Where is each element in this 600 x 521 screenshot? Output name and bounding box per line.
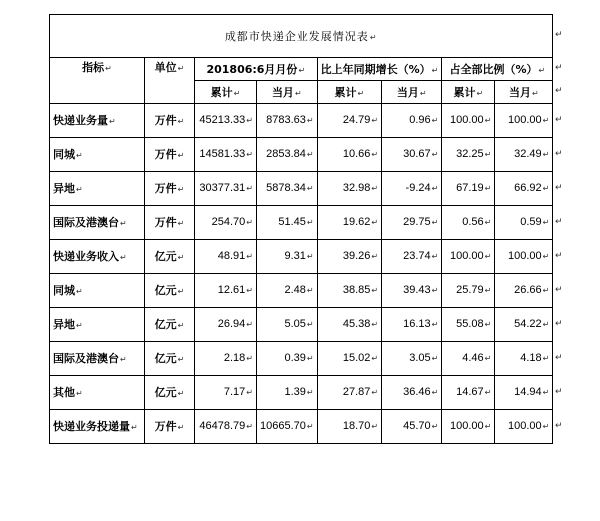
row-value: 4.46↵ bbox=[442, 342, 495, 376]
row-unit: 亿元↵ bbox=[145, 308, 195, 342]
subheader-month: 当月↵ bbox=[382, 81, 442, 104]
row-value: 100.00↵ bbox=[442, 104, 495, 138]
row-value: 100.00↵ bbox=[495, 410, 553, 444]
row-value: 32.49↵ bbox=[495, 138, 553, 172]
row-value: 45.38↵ bbox=[317, 308, 381, 342]
row-end-mark: ↵ bbox=[555, 30, 563, 40]
row-indicator: 国际及港澳台↵ bbox=[50, 342, 145, 376]
row-end-mark: ↵ bbox=[555, 63, 563, 73]
row-indicator: 快递业务投递量↵ bbox=[50, 410, 145, 444]
paragraph-mark: ↵ bbox=[369, 32, 378, 42]
row-value: 67.19↵ bbox=[442, 172, 495, 206]
row-value: 25.79↵ bbox=[442, 274, 495, 308]
row-value: 27.87↵ bbox=[317, 376, 381, 410]
row-value: 26.94↵ bbox=[195, 308, 257, 342]
row-value: 100.00↵ bbox=[442, 240, 495, 274]
row-value: 30377.31↵ bbox=[195, 172, 257, 206]
table-row bbox=[50, 342, 553, 376]
row-value: 0.39↵ bbox=[257, 342, 318, 376]
row-value: 3.05↵ bbox=[382, 342, 442, 376]
row-value: 100.00↵ bbox=[442, 410, 495, 444]
row-value: 55.08↵ bbox=[442, 308, 495, 342]
row-value: 24.79↵ bbox=[317, 104, 381, 138]
header-share: 占全部比例（%）↵ bbox=[442, 58, 553, 81]
row-value: 45.70↵ bbox=[382, 410, 442, 444]
row-value: 26.66↵ bbox=[495, 274, 553, 308]
row-value: 46478.79↵ bbox=[195, 410, 257, 444]
express-statistics-table bbox=[49, 14, 553, 444]
subheader-cumulative: 累计↵ bbox=[442, 81, 495, 104]
row-value: 36.46↵ bbox=[382, 376, 442, 410]
table-row bbox=[50, 240, 553, 274]
row-value: 16.13↵ bbox=[382, 308, 442, 342]
row-value: 29.75↵ bbox=[382, 206, 442, 240]
table-row bbox=[50, 206, 553, 240]
row-value: 38.85↵ bbox=[317, 274, 381, 308]
row-value: 32.98↵ bbox=[317, 172, 381, 206]
row-indicator: 国际及港澳台↵ bbox=[50, 206, 145, 240]
title-text: 成都市快递企业发展情况表 bbox=[224, 29, 369, 43]
row-end-mark: ↵ bbox=[555, 386, 563, 397]
row-value: 45213.33↵ bbox=[195, 104, 257, 138]
row-value: 30.67↵ bbox=[382, 138, 442, 172]
subheader-month: 当月↵ bbox=[257, 81, 318, 104]
row-value: 0.59↵ bbox=[495, 206, 553, 240]
row-unit: 亿元↵ bbox=[145, 240, 195, 274]
row-value: 8783.63↵ bbox=[257, 104, 318, 138]
row-value: 51.45↵ bbox=[257, 206, 318, 240]
row-end-mark: ↵ bbox=[555, 420, 563, 431]
row-end-mark: ↵ bbox=[555, 114, 563, 125]
row-end-mark: ↵ bbox=[555, 216, 563, 227]
table-row bbox=[50, 410, 553, 444]
row-value: 254.70↵ bbox=[195, 206, 257, 240]
row-value: 48.91↵ bbox=[195, 240, 257, 274]
row-end-mark: ↵ bbox=[555, 250, 563, 261]
row-value: 15.02↵ bbox=[317, 342, 381, 376]
row-indicator: 快递业务收入↵ bbox=[50, 240, 145, 274]
header-yoy-growth: 比上年同期增长（%）↵ bbox=[317, 58, 442, 81]
row-value: 14581.33↵ bbox=[195, 138, 257, 172]
row-unit: 万件↵ bbox=[145, 172, 195, 206]
row-value: -9.24↵ bbox=[382, 172, 442, 206]
row-end-mark: ↵ bbox=[555, 318, 563, 329]
row-unit: 万件↵ bbox=[145, 104, 195, 138]
row-end-mark: ↵ bbox=[555, 352, 563, 363]
subheader-month: 当月↵ bbox=[495, 81, 553, 104]
row-value: 10.66↵ bbox=[317, 138, 381, 172]
row-value: 14.67↵ bbox=[442, 376, 495, 410]
row-unit: 万件↵ bbox=[145, 206, 195, 240]
row-value: 9.31↵ bbox=[257, 240, 318, 274]
row-unit: 亿元↵ bbox=[145, 342, 195, 376]
row-value: 32.25↵ bbox=[442, 138, 495, 172]
row-value: 1.39↵ bbox=[257, 376, 318, 410]
row-end-mark: ↵ bbox=[555, 148, 563, 159]
row-value: 100.00↵ bbox=[495, 240, 553, 274]
header-period: 201806:6月月份↵ bbox=[195, 58, 318, 81]
row-value: 0.96↵ bbox=[382, 104, 442, 138]
row-value: 14.94↵ bbox=[495, 376, 553, 410]
row-value: 2.48↵ bbox=[257, 274, 318, 308]
row-unit: 万件↵ bbox=[145, 410, 195, 444]
row-indicator: 其他↵ bbox=[50, 376, 145, 410]
row-value: 2.18↵ bbox=[195, 342, 257, 376]
row-unit: 亿元↵ bbox=[145, 274, 195, 308]
row-value: 0.56↵ bbox=[442, 206, 495, 240]
row-value: 18.70↵ bbox=[317, 410, 381, 444]
row-value: 39.43↵ bbox=[382, 274, 442, 308]
table-row bbox=[50, 308, 553, 342]
row-value: 5878.34↵ bbox=[257, 172, 318, 206]
row-value: 7.17↵ bbox=[195, 376, 257, 410]
subheader-cumulative: 累计↵ bbox=[317, 81, 381, 104]
header-unit: 单位↵ bbox=[145, 58, 195, 104]
row-value: 100.00↵ bbox=[495, 104, 553, 138]
row-end-mark: ↵ bbox=[555, 182, 563, 193]
header-indicator: 指标↵ bbox=[50, 58, 145, 104]
table-row bbox=[50, 376, 553, 410]
table-row bbox=[50, 138, 553, 172]
row-indicator: 异地↵ bbox=[50, 172, 145, 206]
subheader-cumulative: 累计↵ bbox=[195, 81, 257, 104]
row-value: 19.62↵ bbox=[317, 206, 381, 240]
row-value: 2853.84↵ bbox=[257, 138, 318, 172]
table-row bbox=[50, 172, 553, 206]
row-indicator: 异地↵ bbox=[50, 308, 145, 342]
row-value: 39.26↵ bbox=[317, 240, 381, 274]
row-indicator: 同城↵ bbox=[50, 138, 145, 172]
table-row bbox=[50, 274, 553, 308]
row-value: 12.61↵ bbox=[195, 274, 257, 308]
row-value: 10665.70↵ bbox=[257, 410, 318, 444]
row-value: 4.18↵ bbox=[495, 342, 553, 376]
row-end-mark: ↵ bbox=[555, 284, 563, 295]
row-value: 54.22↵ bbox=[495, 308, 553, 342]
table-row bbox=[50, 104, 553, 138]
row-end-mark: ↵ bbox=[555, 86, 563, 96]
row-indicator: 同城↵ bbox=[50, 274, 145, 308]
row-indicator: 快递业务量↵ bbox=[50, 104, 145, 138]
row-value: 66.92↵ bbox=[495, 172, 553, 206]
row-unit: 万件↵ bbox=[145, 138, 195, 172]
row-unit: 亿元↵ bbox=[145, 376, 195, 410]
table-title bbox=[50, 15, 553, 58]
row-value: 5.05↵ bbox=[257, 308, 318, 342]
row-value: 23.74↵ bbox=[382, 240, 442, 274]
